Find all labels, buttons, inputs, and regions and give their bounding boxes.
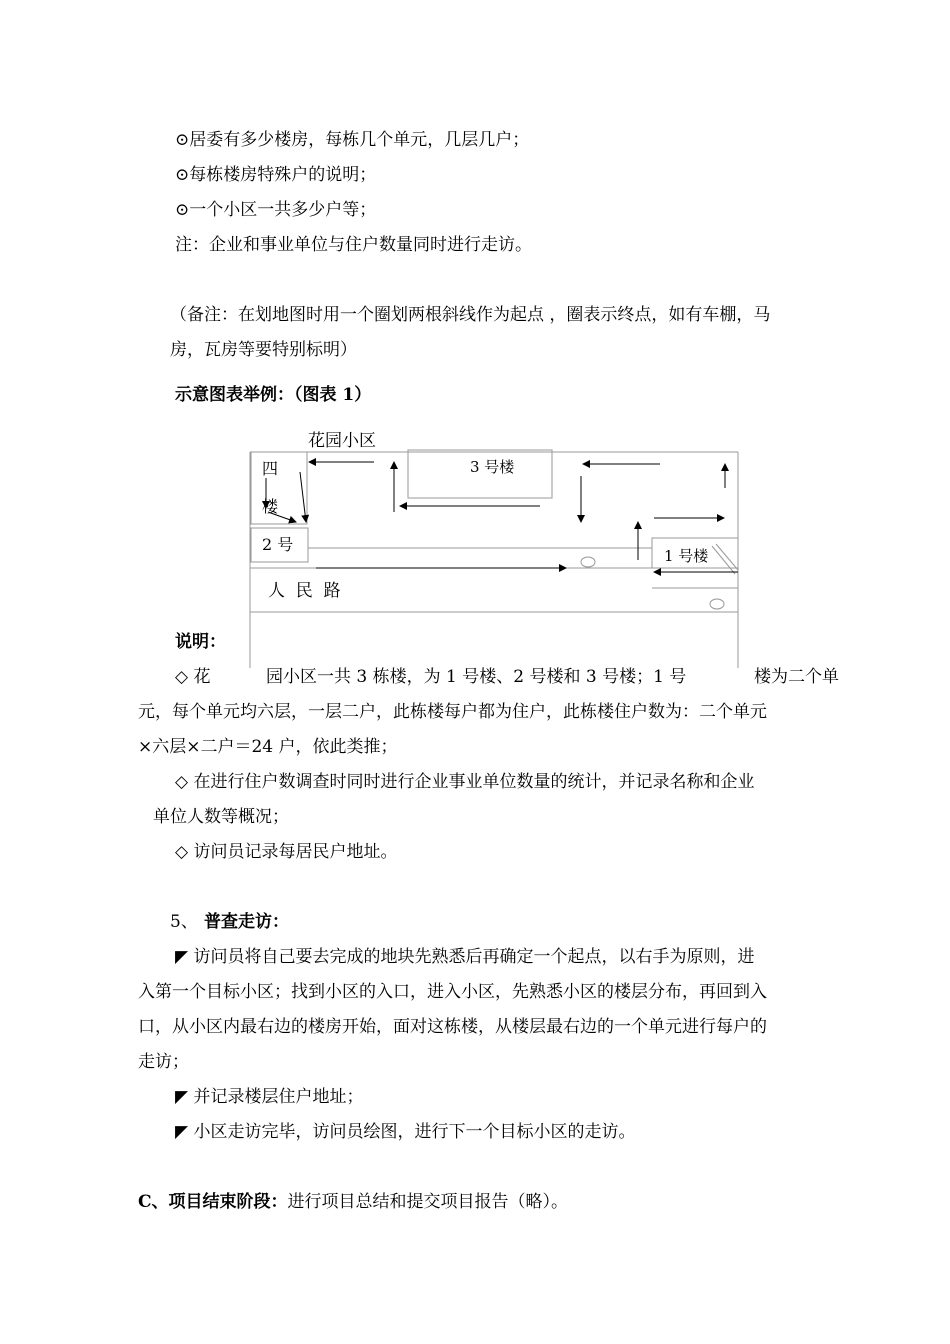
end-circle-2 bbox=[710, 599, 724, 609]
explain-item3: ◇ 访问员记录每居民户地址。 bbox=[175, 842, 398, 862]
explain-item1-line2: 元，每个单元均六层，一层二户，此栋楼每户都为住户，此栋楼住户数为：二个单元 bbox=[138, 702, 767, 722]
building-4-label-top: 四 bbox=[262, 459, 279, 478]
building-2-box bbox=[251, 528, 308, 562]
explain-item1-c: 楼为二个单 bbox=[754, 667, 839, 687]
remark-line-1: （备注：在划地图时用一个圈划两根斜线作为起点 ，圈表示终点，如有车棚，马 bbox=[170, 305, 771, 325]
section5-p3: ◤ 小区走访完毕，访问员绘图，进行下一个目标小区的走访。 bbox=[175, 1122, 636, 1142]
section5-number: 5、 bbox=[170, 912, 198, 932]
building-4-label-bottom: 楼 bbox=[262, 497, 279, 516]
section5-p1-line2: 入第一个目标小区；找到小区的入口，进入小区，先熟悉小区的楼层分布，再回到入 bbox=[138, 982, 767, 1002]
explain-item2-line2: 单位人数等概况； bbox=[153, 807, 289, 827]
end-circle-1 bbox=[581, 557, 595, 567]
building-1-hatch-2 bbox=[716, 544, 738, 570]
building-1-hatch-1 bbox=[712, 546, 735, 574]
section-c bbox=[138, 1190, 568, 1214]
section-c-text: 进行项目总结和提交项目报告（略）。 bbox=[287, 1192, 569, 1212]
district-name-label: 花园小区 bbox=[308, 431, 376, 451]
arrow-diag-down bbox=[300, 472, 306, 522]
section5-p1-line3: 口，从小区内最右边的楼房开始，面对这栋楼，从楼层最右边的一个单元进行每户的 bbox=[138, 1017, 767, 1037]
explain-item2-line1: ◇ 在进行住户数调查时同时进行企业事业单位数量的统计，并记录名称和企业 bbox=[175, 772, 755, 792]
section-c-title: C、项目结束阶段： bbox=[138, 1192, 288, 1212]
section5-title: 普查走访： bbox=[204, 912, 289, 932]
building-4-box bbox=[251, 452, 307, 524]
checklist-item-1: ⊙居委有多少楼房，每栋几个单元，几层几户； bbox=[175, 130, 530, 150]
arrow-building4-right bbox=[268, 512, 296, 522]
example-heading: 示意图表举例：（图表 1） bbox=[175, 385, 372, 405]
building-1-label: 1 号楼 bbox=[664, 547, 709, 565]
section5-p2: ◤ 并记录楼层住户地址； bbox=[175, 1087, 364, 1107]
explain-item1-b: 园小区一共 3 栋楼，为 1 号楼、2 号楼和 3 号楼；1 号 bbox=[266, 667, 687, 687]
remark-line-2: 房，瓦房等要特别标明） bbox=[170, 340, 357, 360]
section5-p1-line1: ◤ 访问员将自己要去完成的地块先熟悉后再确定一个起点，以右手为原则，进 bbox=[175, 947, 755, 967]
explain-item1-a: ◇ 花 bbox=[175, 667, 211, 687]
building-2-label: 2 号 bbox=[262, 535, 294, 554]
explain-heading: 说明： bbox=[175, 632, 226, 652]
checklist-item-2: ⊙每栋楼房特殊户的说明； bbox=[175, 165, 377, 185]
section5-p1-line4: 走访； bbox=[138, 1052, 189, 1072]
explain-item1-line3: ×六层×二户＝24 户，依此类推； bbox=[138, 737, 398, 757]
building-3-label: 3 号楼 bbox=[470, 458, 515, 476]
note-text: 注：企业和事业单位与住户数量同时进行走访。 bbox=[175, 235, 532, 255]
road-label: 人 民 路 bbox=[268, 581, 341, 601]
checklist-item-3: ⊙一个小区一共多少户等； bbox=[175, 200, 377, 220]
building-1-box bbox=[652, 538, 738, 588]
building-3-box bbox=[408, 450, 552, 498]
